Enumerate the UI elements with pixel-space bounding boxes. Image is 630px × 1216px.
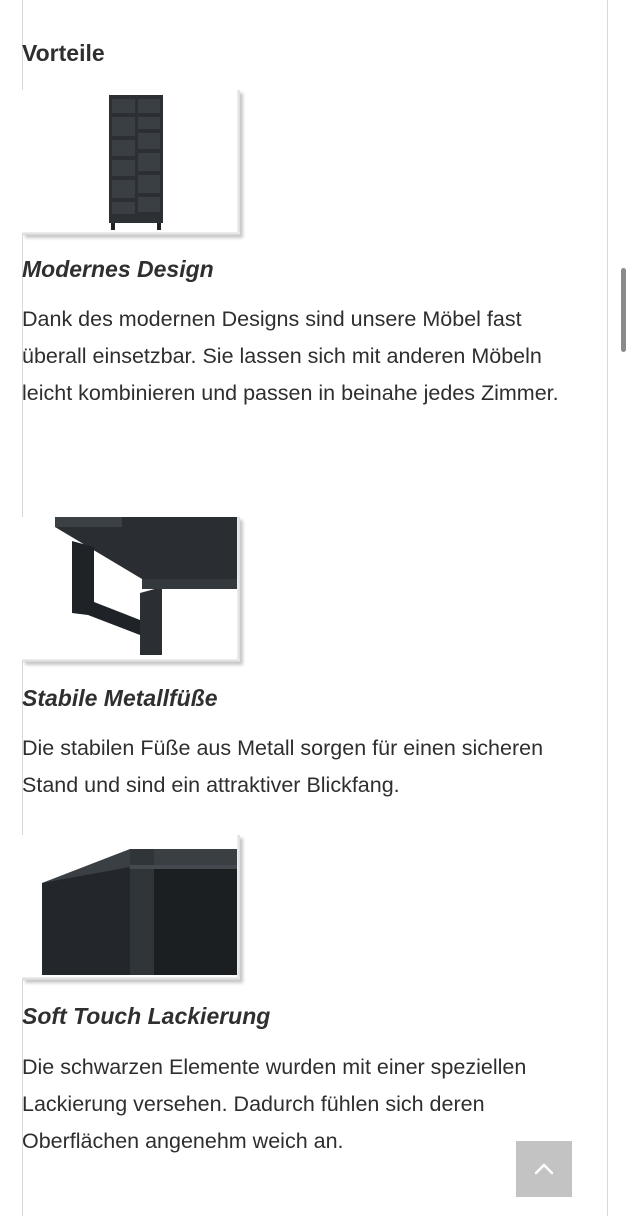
back-to-top-button[interactable] <box>516 1141 572 1197</box>
feature-title-metal-feet: Stabile Metallfüße <box>22 685 218 711</box>
feature-text-metal-feet: Die stabilen Füße aus Metall sorgen für einen sicheren Stand und sind ein attraktiver Blickfang. <box>22 736 544 797</box>
shelf-image <box>22 90 240 235</box>
section-title: Vorteile <box>22 40 105 66</box>
metal-foot-image <box>22 517 240 662</box>
feature-title-modern-design: Modernes Design <box>22 256 214 282</box>
chevron-up-icon <box>533 1162 555 1176</box>
feature-text-modern-design: Dank des modernen Designs sind unsere Möbel fast überall einsetzbar. Sie lassen sich mit anderen Möbeln leicht kombinieren und passen in beinahe jedes Zimmer. <box>22 307 559 405</box>
lacquer-corner-image <box>22 835 240 980</box>
scrollbar-thumb[interactable] <box>621 268 626 352</box>
feature-title-soft-touch: Soft Touch Lackierung <box>22 1003 271 1029</box>
feature-text-soft-touch: Die schwarzen Elemente wurden mit einer speziellen Lackierung versehen. Dadurch fühlen sich deren Oberflächen angenehm weich an. <box>22 1055 527 1153</box>
